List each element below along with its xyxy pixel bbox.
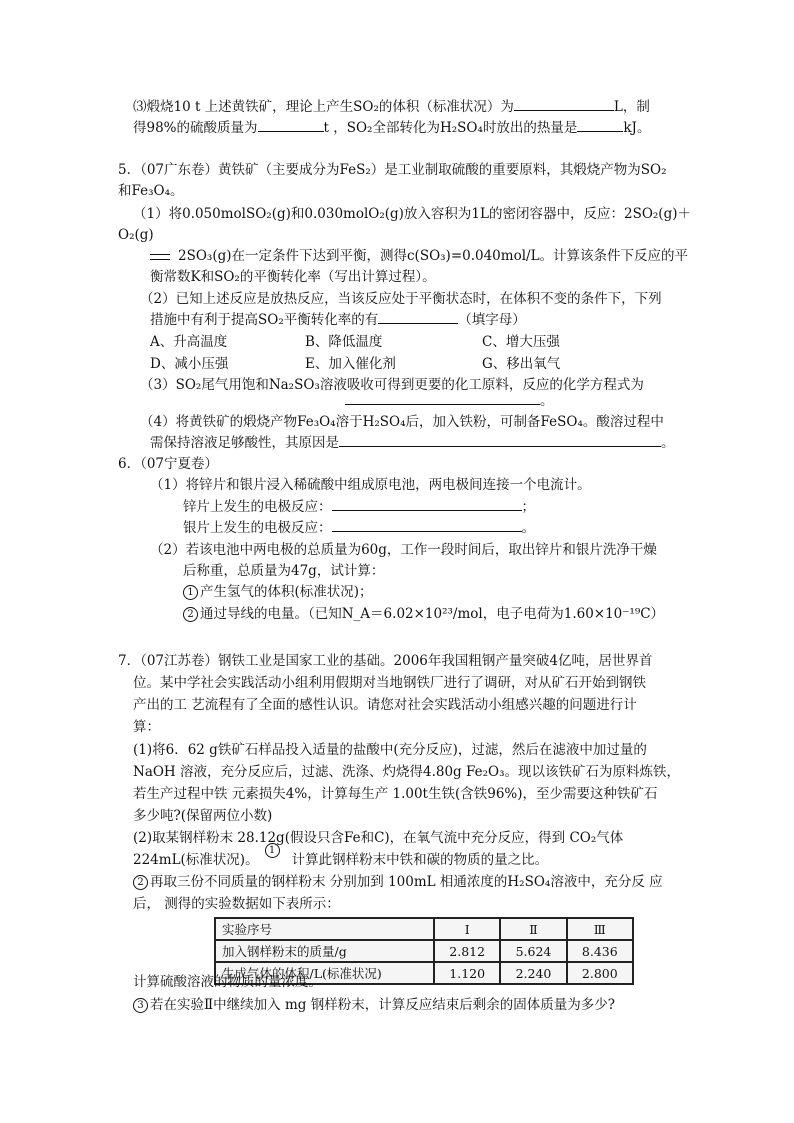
- q7-part2-line3: [133, 873, 663, 891]
- answer-blank[interactable]: [339, 434, 661, 447]
- q6-zinc-reaction: [183, 498, 535, 516]
- answer-blank[interactable]: [514, 98, 614, 111]
- table-header: Ⅲ: [567, 918, 633, 940]
- q4-text: 得98%的硫酸质量为: [133, 120, 258, 136]
- q7-line4: 算：: [133, 719, 160, 735]
- q6-part1: （1）将锌片和银片浸入稀硫酸中组成原电池，两电极间连接一个电流计。: [150, 477, 591, 493]
- circled-number-icon: 3: [133, 998, 148, 1013]
- q5-part1-line2: O₂(g): [118, 227, 154, 243]
- answer-blank[interactable]: [332, 519, 522, 532]
- q5-part3-line2: [345, 392, 554, 410]
- table-cell: 加入钢样粉末的质量/g: [215, 940, 434, 962]
- q5-header: 5．（07广东卷）黄铁矿（主要成分为FeS₂）是工业制取硫酸的重要原料，其煅烧产物为SO₂: [118, 162, 667, 178]
- answer-blank[interactable]: [577, 119, 623, 132]
- circled-number-icon: 1: [183, 585, 198, 600]
- q4-text: L，制: [613, 99, 650, 115]
- q4-text: kJ。: [623, 120, 651, 136]
- table-cell: 1.120: [434, 962, 500, 984]
- circled-number-icon: 2: [183, 607, 198, 622]
- q7-part1-line2: NaOH 溶液，充分反应后，过滤、洗涤、灼烧得4.80g Fe₂O₃。现以该铁矿石为原料炼铁，: [133, 764, 680, 780]
- table-cell: 5.624: [500, 940, 566, 962]
- q7-text: 计算此钢样粉末中铁和碳的物质的量之比。: [291, 852, 549, 868]
- table-cell: 8.436: [567, 940, 633, 962]
- q5-header-2: 和Fe₃O₄。: [118, 183, 184, 199]
- table-header-row: [215, 918, 633, 940]
- q7-part1-line4: 多少吨?(保留两位小数): [133, 808, 273, 824]
- answer-blank[interactable]: [378, 311, 458, 324]
- q6-part2-line2: 后称重，总质量为47g，试计算：: [183, 563, 385, 579]
- q7-line3: 产出的工 艺流程有了全面的感性认识。请您对社会实践活动小组感兴趣的问题进行计: [133, 697, 637, 713]
- q5-part1-line4: 衡常数K和SO₂的平衡转化率（写出计算过程）。: [150, 269, 436, 285]
- q5-part4-line2: [150, 434, 675, 452]
- answer-blank[interactable]: [345, 392, 540, 405]
- q7-text: 224mL(标准状况)。: [133, 852, 259, 868]
- q4-text: t ，SO₂全部转化为H₂SO₄时放出的热量是: [323, 120, 578, 136]
- table-header: Ⅰ: [434, 918, 500, 940]
- q7-line2: 位。某中学社会实践活动小组利用假期对当地钢铁厂进行了调研，对从矿石开始到钢铁: [133, 675, 646, 691]
- q5-text: 措施中有利于提高SO₂平衡转化率的有: [150, 312, 379, 328]
- q5-part2-line1: （2）已知上述反应是放热反应，当该反应处于平衡状态时，在体积不变的条件下，下列: [140, 291, 662, 307]
- q6-text: 银片上发生的电极反应：: [183, 520, 332, 536]
- option-c: C、增大压强: [482, 334, 560, 350]
- q6-text: 通过导线的电量。（已知N_A＝6.02×10²³/mol，电子电荷为1.60×10⁻¹⁹C）: [200, 606, 665, 622]
- q7-text: 若在实验Ⅱ中继续加入 mg 钢样粉末，计算反应结束后剩余的固体质量为多少?: [150, 997, 615, 1013]
- q6-header: 6．（07宁夏卷）: [118, 456, 219, 472]
- table-cell: 2.800: [567, 962, 633, 984]
- q5-part1-line1: （1）将0.050molSO₂(g)和0.030molO₂(g)放入容积为1L的密闭容器中，反应：2SO₂(g)＋: [133, 206, 691, 222]
- q5-text: 。: [540, 393, 554, 409]
- q6-text: 。: [521, 520, 535, 536]
- circled-number-icon: 2: [133, 875, 148, 890]
- q5-text: 需保持溶液足够酸性，其原因是: [150, 435, 339, 451]
- table-row: [215, 940, 633, 962]
- q5-text: 。: [661, 435, 675, 451]
- option-b: B、降低温度: [305, 334, 383, 350]
- q4-part3-line1: [133, 98, 650, 116]
- option-g: G、移出氧气: [482, 356, 561, 372]
- q5-part1-line3: [150, 247, 688, 265]
- q5-text: （填字母）: [458, 312, 526, 328]
- q5-part3-line1: （3）SO₂尾气用饱和Na₂SO₃溶液吸收可得到更要的化工原料，反应的化学方程式为: [140, 377, 644, 393]
- q5-part4-line1: （4）将黄铁矿的煅烧产物Fe₃O₄溶于H₂SO₄后，加入铁粉，可制备FeSO₄。酸溶过程中: [140, 414, 664, 430]
- q4-part3-line2: [133, 119, 650, 137]
- table-cell: 生成气体的体积/L(标准状况): [215, 962, 434, 984]
- q7-part1-line3: 若生产过程中铁 元素损失4%，计算每生产 1.00t生铁(含铁96%)，至少需要这种铁矿石: [133, 786, 658, 802]
- q4-text: ⑶煅烧10 t 上述黄铁矿，理论上产生SO₂的体积（标准状况）为: [133, 99, 514, 115]
- option-e: E、加入催化剂: [305, 356, 396, 372]
- q7-text: 再取三份不同质量的钢样粉末 分别加到 100mL 相通浓度的H₂SO₄溶液中，充分反 应: [150, 874, 663, 890]
- q6-text: 产生氢气的体积(标准状况)；: [200, 584, 373, 600]
- q6-text: ；: [521, 499, 535, 515]
- circled-number-icon: 1: [265, 843, 280, 858]
- option-d: D、减小压强: [150, 356, 229, 372]
- q6-calc-2: [183, 605, 664, 623]
- table-header: Ⅱ: [500, 918, 566, 940]
- q6-calc-1: [183, 583, 373, 601]
- q7-part2-line4: 后， 测得的实验数据如下表所示：: [133, 896, 340, 912]
- q7-part3: [133, 996, 615, 1014]
- q6-silver-reaction: [183, 519, 535, 537]
- table-cell: 2.812: [434, 940, 500, 962]
- option-a: A、升高温度: [150, 334, 228, 350]
- answer-blank[interactable]: [258, 119, 324, 132]
- table-header: 实验序号: [215, 918, 434, 940]
- q7-after-table: 计算硫酸溶液的物质的量浓度。: [133, 974, 322, 990]
- q5-part2-line2: [150, 311, 526, 329]
- answer-blank[interactable]: [332, 498, 522, 511]
- q6-part2-line1: （2）若该电池中两电极的总质量为60g，工作一段时间后，取出锌片和银片洗净干燥: [150, 542, 657, 558]
- q7-part1-line1: (1)将6．62 g铁矿石样品投入适量的盐酸中(充分反应)，过滤，然后在滤液中加过量的: [133, 742, 647, 758]
- table-cell: 2.240: [500, 962, 566, 984]
- q5-text: 2SO₃(g)在一定条件下达到平衡，测得c(SO₃)=0.040mol/L。计算该条件下反应的平: [178, 248, 689, 264]
- q7-part2-line2: [133, 845, 549, 869]
- q7-line1: 7．（07江苏卷）钢铁工业是国家工业的基础。2006年我国粗钢产量突破4亿吨，居世界首: [118, 653, 653, 669]
- q6-text: 锌片上发生的电极反应：: [183, 499, 332, 515]
- q7-part2-line1: (2)取某钢样粉末 28.12g(假设只含Fe和C)，在氧气流中充分反应，得到 CO₂气体: [133, 830, 624, 846]
- equilibrium-arrow-icon: [150, 252, 170, 262]
